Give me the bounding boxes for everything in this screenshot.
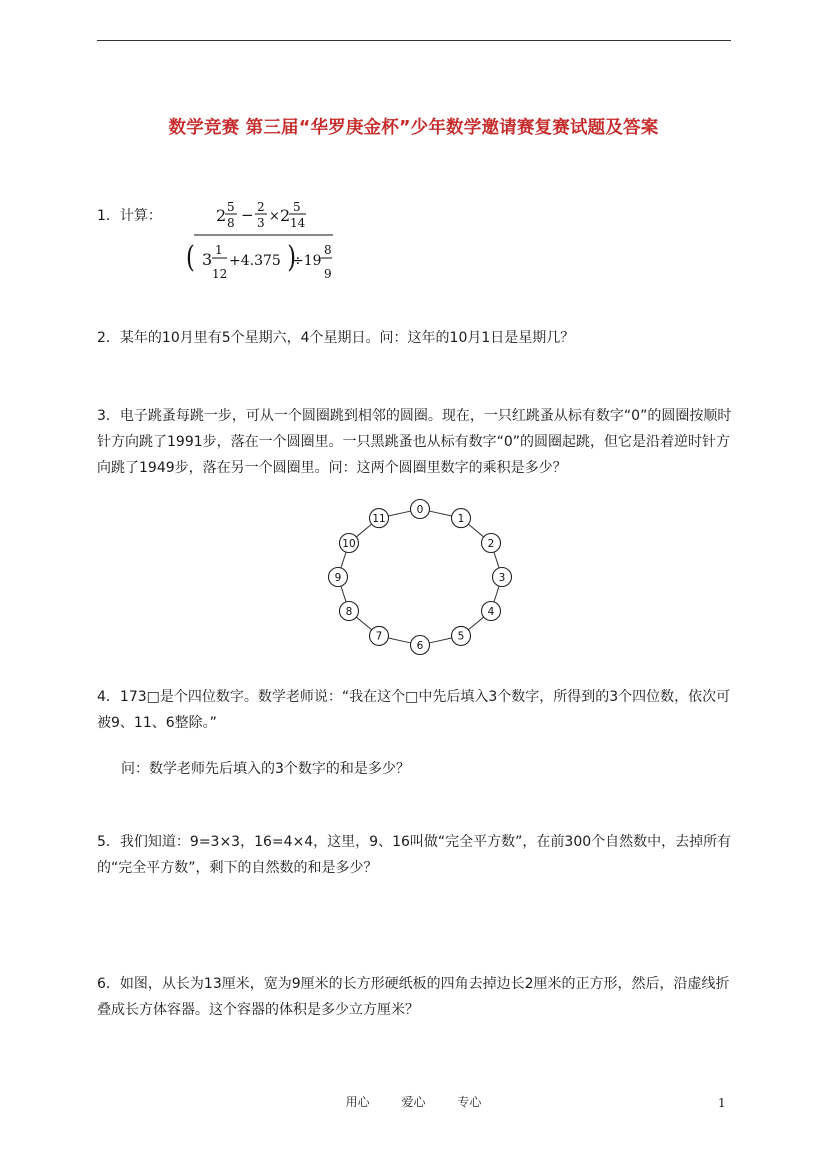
question-4 (97, 684, 733, 782)
formula-n3-num: 5 (293, 200, 301, 214)
ring-label-2: 2 (487, 537, 495, 550)
ring-label-4: 4 (487, 605, 495, 618)
ring-label-10: 10 (342, 537, 356, 550)
ring-label-6: 6 (416, 639, 424, 652)
footer-word-3: 专心 (457, 1095, 482, 1109)
ring-connector (388, 638, 410, 643)
page-footer (0, 1093, 827, 1110)
question-2 (97, 325, 733, 351)
ring-connector (468, 617, 483, 630)
formula-rparen: ) (287, 239, 297, 275)
math-formula (180, 196, 350, 292)
ring-label-5: 5 (457, 630, 465, 643)
ring-connector (356, 524, 371, 537)
question-4-text: 4．173□是个四位数字。数学老师说：“我在这个□中先后填入3个数字，所得到的3个四位数，依次可被9、11、6整除。” (97, 689, 731, 731)
formula-d-num: 1 (215, 243, 223, 257)
circle-ring-diagram (320, 496, 520, 658)
page-number: 1 (718, 1096, 726, 1110)
ring-label-0: 0 (416, 503, 424, 516)
formula-d-den: 12 (212, 267, 228, 281)
ring-connector (341, 552, 346, 568)
formula-d2-num: 8 (324, 243, 332, 257)
question-3 (97, 403, 733, 481)
ring-label-9: 9 (334, 571, 342, 584)
formula-n2-den: 3 (257, 216, 265, 230)
formula-minus: − (241, 206, 254, 224)
formula-times: × (269, 209, 280, 224)
question-2-text: 2．某年的10月里有5个星期六，4个星期日。问：这年的10月1日是星期几？ (97, 330, 575, 346)
ring-connector (429, 511, 451, 516)
ring-label-7: 7 (375, 630, 383, 643)
ring-connector (494, 552, 499, 568)
ring-label-3: 3 (498, 571, 506, 584)
question-5-text: 5．我们知道：9=3×3，16=4×4，这里，9、16叫做“完全平方数”，在前300个自然数中，去掉所有的“完全平方数”，剩下的自然数的和是多少？ (97, 834, 732, 876)
formula-d2-den: 9 (324, 267, 332, 281)
ring-label-1: 1 (457, 512, 465, 525)
formula-n3-whole: 2 (280, 206, 291, 225)
ring-connector (494, 586, 499, 602)
header-rule (97, 40, 731, 41)
page-title: 数学竞赛 第三届“华罗庚金杯”少年数学邀请赛复赛试题及答案 (168, 118, 659, 138)
ring-label-8: 8 (345, 605, 353, 618)
formula-n1-den: 8 (227, 216, 235, 230)
ring-connector (356, 617, 371, 630)
formula-n2-num: 2 (257, 200, 265, 214)
question-4-ask: 问：数学老师先后填入的3个数字的和是多少？ (121, 761, 410, 777)
formula-n3-den: 14 (290, 216, 306, 230)
formula-lparen: ( (186, 239, 195, 275)
formula-plus-decimal: +4.375 (229, 253, 281, 269)
ring-connector (388, 511, 410, 516)
footer-word-1: 用心 (345, 1095, 370, 1109)
ring-label-11: 11 (372, 512, 386, 525)
formula-n1-num: 5 (227, 200, 235, 214)
formula-div: ÷19 (292, 253, 322, 269)
formula-n1-whole: 2 (216, 206, 227, 225)
ring-connector (429, 638, 451, 643)
ring-connector (341, 586, 346, 602)
footer-word-2: 爱心 (401, 1095, 426, 1109)
formula-d-whole: 3 (202, 250, 213, 269)
ring-connector (468, 524, 483, 537)
question-1-text: 1．计算： (97, 208, 162, 224)
question-3-text: 3．电子跳蚤每跳一步，可从一个圆圈跳到相邻的圆圈。现在，一只红跳蚤从标有数字“0”的圆圈按顺时针方向跳了1991步，落在一个圆圈里。一只黑跳蚤也从标有数字“0”的圆圈起跳，但它是沿着逆时针方向跳了1949步，落在另一个圆圈里。问：这两个圆圈里数字的乘积是多少？ (97, 408, 732, 476)
question-6 (97, 971, 733, 1023)
question-5 (97, 829, 733, 881)
question-6-text: 6．如图，从长为13厘米，宽为9厘米的长方形硬纸板的四角去掉边长2厘米的正方形，然后，沿虚线折叠成长方体容器。这个容器的体积是多少立方厘米？ (97, 976, 730, 1018)
